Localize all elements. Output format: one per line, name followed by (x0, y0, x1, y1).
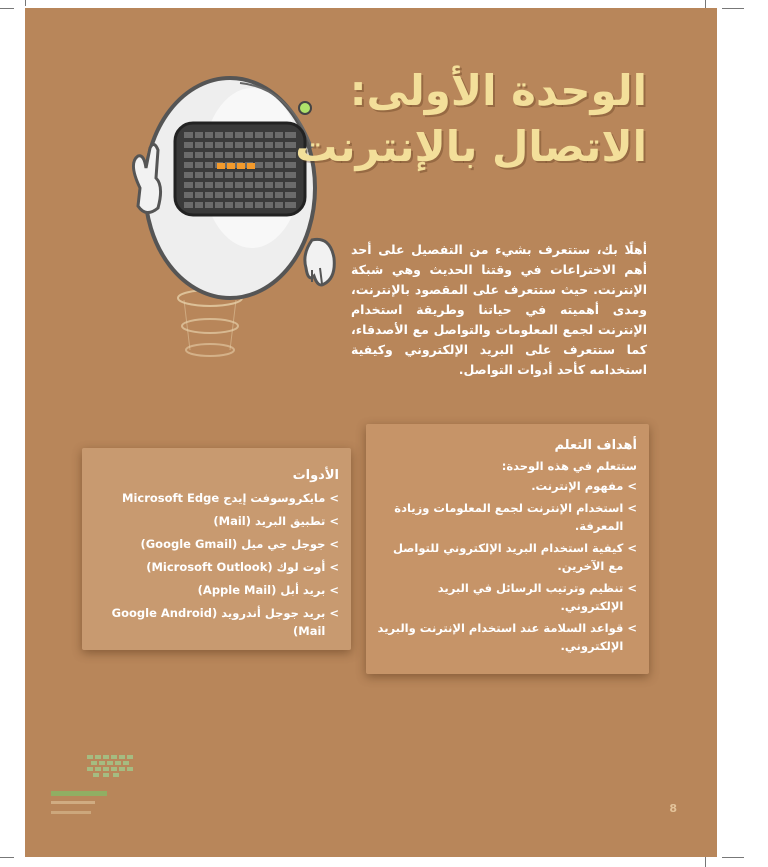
textbook-page (25, 8, 717, 857)
chevron-icon: > (329, 537, 339, 551)
chevron-icon: > (329, 606, 339, 620)
list-item: > أوت لوك (Microsoft Outlook) (146, 560, 339, 574)
tools-title: الأدوات (292, 468, 339, 483)
list-item: > بريد جوجل أندرويد (Google Android Mail) (111, 606, 339, 638)
list-item: > مفهوم الإنترنت. (531, 479, 637, 493)
crop-mark (722, 857, 744, 858)
chevron-icon: > (627, 501, 637, 515)
unit-title-line2: الاتصال بالإنترنت (295, 122, 647, 171)
learning-objectives-box (366, 424, 649, 674)
list-item: > كيفية استخدام البريد الإلكتروني للتواصل مع الآخرين. (393, 541, 637, 573)
crop-mark (722, 8, 744, 9)
objectives-list (376, 477, 637, 655)
page-number: 8 (669, 802, 677, 815)
objectives-subtitle: ستتعلم في هذه الوحدة: (501, 459, 637, 473)
list-item: > استخدام الإنترنت لجمع المعلومات وزيادة المعرفة. (394, 501, 637, 533)
objectives-title: أهداف التعلم (554, 438, 637, 453)
ministry-logo-icon (47, 751, 147, 831)
robot-illustration (80, 68, 340, 368)
list-item: > جوجل جي ميل (Google Gmail) (140, 537, 339, 551)
unit-title-line1: الوحدة الأولى: (349, 66, 647, 115)
crop-mark (0, 857, 14, 858)
chevron-icon: > (329, 560, 339, 574)
list-item: > تنظيم وترتيب الرسائل في البريد الإلكتروني. (437, 581, 637, 613)
intro-paragraph: أهلًا بك، ستتعرف بشيء من التفصيل على أحد أهم الاختراعات في وقتنا الحديث وهي شبكة الإنترنت. حيث ستتعرف على المقصود بالإنترنت، ومدى أهميته في حياتنا وطريقة استخدام الإنترنت لجمع المعلومات والتواصل مع الأصدقاء، كما ستتعرف على البريد الإلكتروني وكيفية استخدامه كأحد أدوات التواصل. (351, 242, 647, 377)
tools-list (92, 489, 339, 640)
list-item: > مايكروسوفت إيدج Microsoft Edge (122, 491, 339, 505)
unit-title (295, 63, 647, 175)
chevron-icon: > (627, 621, 637, 635)
crop-mark (25, 0, 26, 6)
list-item: > بريد أبل (Apple Mail) (197, 583, 339, 597)
crop-mark (0, 8, 14, 9)
tools-box (82, 448, 351, 650)
list-item: > قواعد السلامة عند استخدام الإنترنت والبريد الإلكتروني. (377, 621, 637, 653)
chevron-icon: > (329, 583, 339, 597)
chevron-icon: > (627, 581, 637, 595)
chevron-icon: > (627, 479, 637, 493)
chevron-icon: > (329, 514, 339, 528)
list-item: > تطبيق البريد (Mail) (213, 514, 339, 528)
chevron-icon: > (329, 491, 339, 505)
chevron-icon: > (627, 541, 637, 555)
